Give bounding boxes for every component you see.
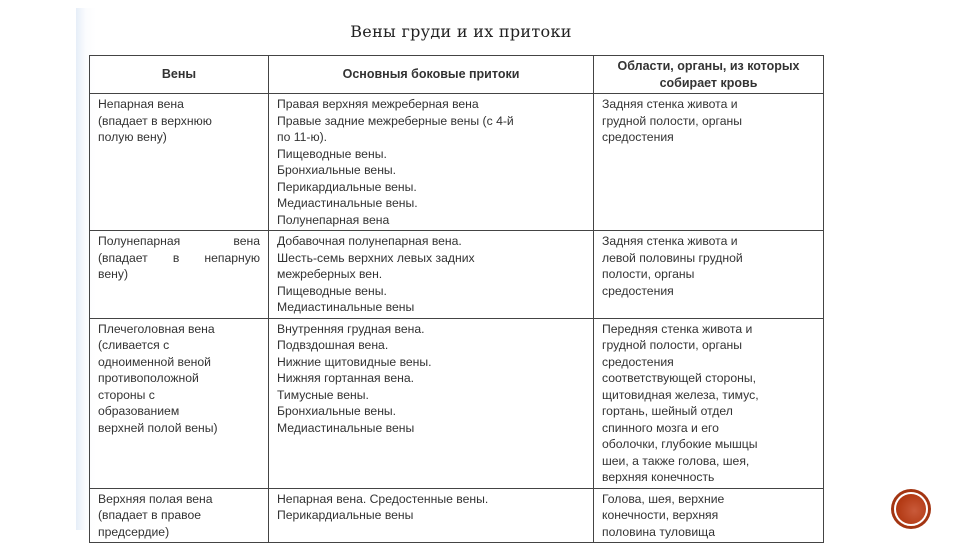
cell-line: (впадает в верхнюю xyxy=(98,113,212,128)
vein-cell xyxy=(90,488,269,543)
header-regions: Области, органы, из которых собирает кровь xyxy=(594,56,824,94)
cell-line: Тимусные вены. xyxy=(277,387,369,402)
table-row xyxy=(90,94,824,231)
scanned-table-image xyxy=(76,8,846,539)
cell-line: Добавочная полунепарная вена. xyxy=(277,234,462,248)
cell-line: Правая верхняя межреберная вена xyxy=(277,97,479,111)
regions-cell xyxy=(594,231,824,319)
cell-line: Полунепарная вена xyxy=(277,212,390,227)
slide-title: Вены груди и их притоки xyxy=(350,22,572,41)
cell-line: стороны с xyxy=(98,387,155,402)
cell-line: по 11-ю). xyxy=(277,130,328,144)
cell-line: Пищеводные вены. xyxy=(277,146,387,161)
cell-line: оболочки, глубокие мышцы xyxy=(602,437,758,451)
header-tributaries: Основныя боковые притоки xyxy=(269,56,594,94)
cell-line: верхняя конечность xyxy=(602,470,715,484)
cell-line: половина туловища xyxy=(602,524,715,539)
cell-line: Шесть-семь верхних левых задних xyxy=(277,250,475,265)
cell-line: Бронхиальные вены. xyxy=(277,404,397,418)
table-row xyxy=(90,231,824,319)
cell-line: образованием xyxy=(98,404,180,418)
cell-line: грудной полости, органы xyxy=(602,113,742,128)
cell-line: Полунепарная вена xyxy=(98,234,260,248)
cell-line: Непарная вена xyxy=(98,97,184,111)
cell-line: полую вену) xyxy=(98,130,167,144)
cell-line: гортань, шейный отдел xyxy=(602,404,733,418)
cell-line: Бронхиальные вены. xyxy=(277,163,397,177)
cell-line: Медиастинальные вены xyxy=(277,300,415,314)
cell-line: Задняя стенка живота и xyxy=(602,97,738,111)
slide-decoration-circle xyxy=(894,492,928,526)
cell-line: (впадает в правое xyxy=(98,508,202,522)
cell-line: соответствующей стороны, xyxy=(602,371,756,385)
cell-line: Передняя стенка живота и xyxy=(602,321,753,336)
cell-line: щитовидная железа, тимус, xyxy=(602,387,759,402)
cell-line: верхней полой вены) xyxy=(98,420,218,435)
cell-line: Перикардиальные вены. xyxy=(277,179,417,194)
table-header-row xyxy=(90,56,824,94)
cell-line: Пищеводные вены. xyxy=(277,283,387,298)
cell-line: средостения xyxy=(602,354,674,369)
cell-line: спинного мозга и его xyxy=(602,420,719,435)
cell-line: одноименной веной xyxy=(98,354,211,369)
cell-line: (впадает в непарную xyxy=(98,250,260,265)
cell-line: левой половины грудной xyxy=(602,250,743,265)
cell-line: Медиастинальные вены. xyxy=(277,196,418,210)
vein-cell xyxy=(90,318,269,488)
cell-line: Нижняя гортанная вена. xyxy=(277,371,415,385)
cell-line: Плечеголовная вена xyxy=(98,321,215,336)
cell-line: предсердие) xyxy=(98,524,170,539)
cell-line: межреберных вен. xyxy=(277,267,383,281)
cell-line: Внутренняя грудная вена. xyxy=(277,321,425,336)
regions-cell xyxy=(594,488,824,543)
table-row xyxy=(90,488,824,543)
tributaries-cell xyxy=(269,318,594,488)
regions-cell xyxy=(594,318,824,488)
cell-line: Подвздошная вена. xyxy=(277,338,389,352)
cell-line: вену) xyxy=(98,267,128,281)
cell-line: грудной полости, органы xyxy=(602,338,742,352)
tributaries-cell xyxy=(269,231,594,319)
cell-line: Правые задние межреберные вены (с 4-й xyxy=(277,113,514,128)
cell-line: полости, органы xyxy=(602,267,695,281)
cell-line: Нижние щитовидные вены. xyxy=(277,354,432,369)
cell-line: средостения xyxy=(602,283,674,298)
header-veins: Вены xyxy=(90,56,269,94)
cell-line: Задняя стенка живота и xyxy=(602,234,738,248)
cell-line: конечности, верхняя xyxy=(602,508,719,522)
cell-line: (сливается с xyxy=(98,338,170,352)
cell-line: Верхняя полая вена xyxy=(98,491,213,506)
veins-table xyxy=(89,55,824,543)
cell-line: Перикардиальные вены xyxy=(277,508,414,522)
regions-cell xyxy=(594,94,824,231)
tributaries-cell xyxy=(269,94,594,231)
vein-cell xyxy=(90,94,269,231)
tributaries-cell xyxy=(269,488,594,543)
cell-line: Голова, шея, верхние xyxy=(602,491,725,506)
cell-line: средостения xyxy=(602,130,674,144)
cell-line: Непарная вена. Средостенные вены. xyxy=(277,491,489,506)
cell-line: Медиастинальные вены xyxy=(277,420,415,435)
vein-cell xyxy=(90,231,269,319)
table-row xyxy=(90,318,824,488)
cell-line: шеи, а также голова, шея, xyxy=(602,453,750,468)
cell-line: противоположной xyxy=(98,371,199,385)
